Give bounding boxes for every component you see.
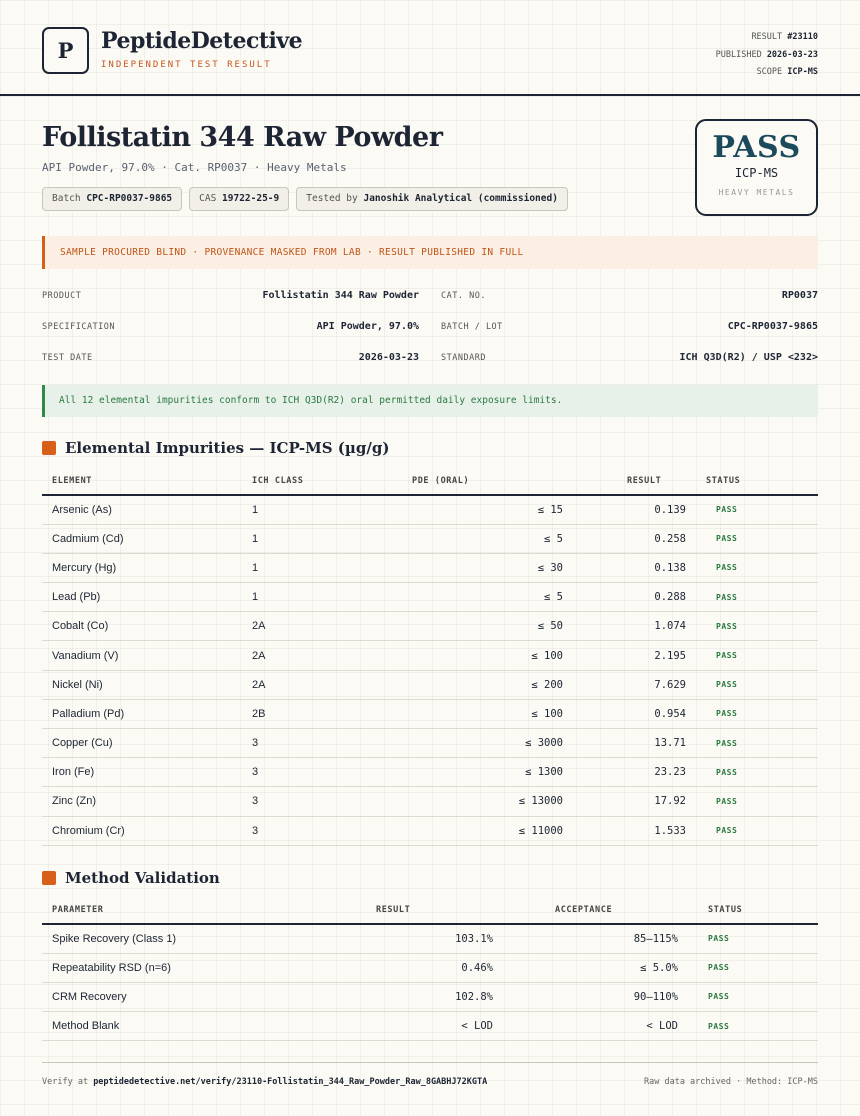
table-row (42, 787, 818, 816)
status-cell: PASS (696, 583, 818, 612)
col-pde: PDE (ORAL) (402, 467, 573, 495)
spec-label: TEST DATE (42, 352, 93, 363)
cas-chip (189, 187, 289, 211)
val-status-cell: PASS (688, 982, 818, 1011)
spec-label: STANDARD (441, 352, 486, 363)
status-cell: PASS (696, 524, 818, 553)
pde-cell: ≤ 3000 (402, 729, 573, 758)
spec-catno (441, 290, 818, 301)
spec-value: API Powder, 97.0% (316, 321, 419, 332)
meta-result-label: RESULT (751, 32, 783, 42)
ich-class-cell: 2B (242, 699, 402, 728)
spec-value: CPC-RP0037-9865 (727, 321, 818, 332)
val-result-cell: 103.1% (366, 924, 503, 953)
col-val-result: RESULT (366, 896, 503, 924)
val-result-cell: 102.8% (366, 982, 503, 1011)
validation-body (42, 924, 818, 1041)
pde-cell: ≤ 5 (402, 583, 573, 612)
spec-label: BATCH / LOT (441, 321, 503, 332)
table-row (42, 524, 818, 553)
val-status-cell: PASS (688, 1012, 818, 1041)
element-cell: Zinc (Zn) (42, 787, 242, 816)
result-cell: 0.138 (573, 553, 696, 582)
table-row (42, 612, 818, 641)
meta-published-label: PUBLISHED (715, 49, 762, 60)
parameter-cell: Spike Recovery (Class 1) (42, 924, 366, 953)
col-element: ELEMENT (42, 467, 242, 495)
element-cell: Iron (Fe) (42, 758, 242, 787)
table-row (42, 553, 818, 582)
spec-label: SPECIFICATION (42, 321, 116, 332)
pde-cell: ≤ 30 (402, 553, 573, 582)
spec-row (42, 311, 818, 342)
result-meta (716, 29, 818, 82)
pde-cell: ≤ 100 (402, 641, 573, 670)
spec-row (42, 342, 818, 373)
status-cell: PASS (696, 612, 818, 641)
status-cell: PASS (696, 699, 818, 728)
result-cell: 0.954 (573, 699, 696, 728)
impurities-body (42, 495, 818, 845)
tested-by-label: Tested by (306, 193, 358, 204)
val-status-cell: PASS (688, 953, 818, 982)
element-cell: Palladium (Pd) (42, 699, 242, 728)
spec-value: 2026-03-23 (358, 352, 419, 363)
meta-published-value: 2026-03-23 (766, 49, 818, 60)
val-status-cell: PASS (688, 924, 818, 953)
verify-link[interactable]: peptidedetective.net/verify/23110-Follistatin_344_Raw_Powder_Raw_8GABHJ72KGTA (93, 1077, 488, 1087)
section-marker-icon (42, 441, 56, 455)
element-cell: Arsenic (As) (42, 495, 242, 524)
pde-cell: ≤ 11000 (402, 816, 573, 845)
result-cell: 7.629 (573, 670, 696, 699)
status-cell: PASS (696, 729, 818, 758)
status-cell: PASS (696, 816, 818, 845)
product-title: Follistatin 344 Raw Powder (42, 122, 443, 153)
ich-class-cell: 2A (242, 641, 402, 670)
element-cell: Cobalt (Co) (42, 612, 242, 641)
batch-chip-value: CPC-RP0037-9865 (86, 193, 173, 204)
parameter-cell: Method Blank (42, 1012, 366, 1041)
result-cell: 2.195 (573, 641, 696, 670)
batch-chip (42, 187, 182, 211)
spec-value: Follistatin 344 Raw Powder (262, 290, 419, 301)
pde-cell: ≤ 50 (402, 612, 573, 641)
validation-title: Method Validation (65, 869, 220, 887)
meta-published (716, 47, 818, 65)
table-row (42, 924, 818, 953)
procurement-notice: SAMPLE PROCURED BLIND · PROVENANCE MASKED FROM LAB · RESULT PUBLISHED IN FULL (42, 236, 818, 269)
spec-test-date (42, 352, 419, 363)
cas-chip-label: CAS (199, 193, 217, 204)
meta-result-value: #23110 (787, 32, 818, 42)
chip-row (42, 187, 568, 211)
result-cell: 17.92 (573, 787, 696, 816)
section-marker-icon (42, 871, 56, 885)
table-row (42, 982, 818, 1011)
spec-label: CAT. NO. (441, 290, 486, 301)
status-cell: PASS (696, 670, 818, 699)
spec-standard (441, 352, 818, 363)
brand-name: PeptideDetective (101, 28, 303, 54)
brand-logo: P (42, 27, 89, 74)
element-cell: Vanadium (V) (42, 641, 242, 670)
product-subtitle: API Powder, 97.0% · Cat. RP0037 · Heavy Metals (42, 161, 347, 174)
meta-scope-value: ICP-MS (787, 67, 818, 77)
table-row (42, 495, 818, 524)
element-cell: Cadmium (Cd) (42, 524, 242, 553)
pde-cell: ≤ 15 (402, 495, 573, 524)
col-parameter: PARAMETER (42, 896, 366, 924)
result-cell: 0.139 (573, 495, 696, 524)
element-cell: Nickel (Ni) (42, 670, 242, 699)
meta-scope-label: SCOPE (756, 67, 783, 77)
col-status: STATUS (696, 467, 818, 495)
ich-class-cell: 1 (242, 495, 402, 524)
acceptance-cell: 85–115% (503, 924, 688, 953)
element-cell: Mercury (Hg) (42, 553, 242, 582)
impurities-header-row (42, 467, 818, 495)
table-row (42, 816, 818, 845)
acceptance-cell: < LOD (503, 1012, 688, 1041)
conformance-note: All 12 elemental impurities conform to ICH Q3D(R2) oral permitted daily exposure limits. (42, 385, 818, 417)
val-result-cell: 0.46% (366, 953, 503, 982)
spec-value: ICH Q3D(R2) / USP <232> (679, 352, 818, 363)
table-row (42, 953, 818, 982)
parameter-cell: Repeatability RSD (n=6) (42, 953, 366, 982)
status-cell: PASS (696, 787, 818, 816)
parameter-cell: CRM Recovery (42, 982, 366, 1011)
impurities-title: Elemental Impurities — ICP-MS (µg/g) (65, 439, 390, 457)
col-acceptance: ACCEPTANCE (503, 896, 688, 924)
ich-class-cell: 1 (242, 553, 402, 582)
pde-cell: ≤ 200 (402, 670, 573, 699)
pass-method: ICP-MS (734, 166, 779, 180)
table-row (42, 758, 818, 787)
val-result-cell: < LOD (366, 1012, 503, 1041)
status-cell: PASS (696, 758, 818, 787)
archive-note: Raw data archived · Method: ICP-MS (644, 1077, 818, 1087)
spec-batch (441, 321, 818, 332)
table-row (42, 641, 818, 670)
col-val-status: STATUS (688, 896, 818, 924)
impurities-table (42, 467, 818, 846)
ich-class-cell: 3 (242, 787, 402, 816)
element-cell: Lead (Pb) (42, 583, 242, 612)
result-cell: 13.71 (573, 729, 696, 758)
ich-class-cell: 3 (242, 729, 402, 758)
impurities-section-title (42, 439, 389, 457)
verify-note (42, 1077, 487, 1087)
ich-class-cell: 3 (242, 758, 402, 787)
status-cell: PASS (696, 641, 818, 670)
status-cell: PASS (696, 495, 818, 524)
pde-cell: ≤ 1300 (402, 758, 573, 787)
pde-cell: ≤ 5 (402, 524, 573, 553)
result-cell: 1.533 (573, 816, 696, 845)
pass-scope: HEAVY METALS (718, 188, 795, 197)
result-cell: 0.288 (573, 583, 696, 612)
footer-divider (42, 1062, 818, 1063)
result-cell: 23.23 (573, 758, 696, 787)
ich-class-cell: 1 (242, 583, 402, 612)
table-row (42, 583, 818, 612)
result-cell: 0.258 (573, 524, 696, 553)
element-cell: Copper (Cu) (42, 729, 242, 758)
col-ich-class: ICH CLASS (242, 467, 402, 495)
batch-chip-label: Batch (52, 193, 81, 204)
pde-cell: ≤ 13000 (402, 787, 573, 816)
ich-class-cell: 2A (242, 670, 402, 699)
spec-grid (42, 280, 818, 373)
spec-row (42, 280, 818, 311)
cas-chip-value: 19722-25-9 (222, 193, 280, 204)
meta-result (716, 29, 818, 47)
spec-product (42, 290, 419, 301)
table-row (42, 1012, 818, 1041)
brand-tagline: INDEPENDENT TEST RESULT (101, 60, 272, 70)
acceptance-cell: ≤ 5.0% (503, 953, 688, 982)
tested-by-value: Janoshik Analytical (commissioned) (363, 193, 558, 204)
pde-cell: ≤ 100 (402, 699, 573, 728)
report-header (0, 0, 860, 96)
acceptance-cell: 90–110% (503, 982, 688, 1011)
ich-class-cell: 1 (242, 524, 402, 553)
col-result: RESULT (573, 467, 696, 495)
ich-class-cell: 3 (242, 816, 402, 845)
validation-header-row (42, 896, 818, 924)
result-cell: 1.074 (573, 612, 696, 641)
ich-class-cell: 2A (242, 612, 402, 641)
spec-label: PRODUCT (42, 290, 82, 301)
meta-scope (716, 64, 818, 82)
spec-value: RP0037 (781, 290, 818, 301)
pass-badge (695, 119, 818, 216)
validation-table (42, 896, 818, 1041)
verify-prefix: Verify at (42, 1077, 89, 1087)
validation-section-title (42, 869, 220, 887)
pass-verdict: PASS (712, 130, 801, 165)
spec-specification (42, 321, 419, 332)
element-cell: Chromium (Cr) (42, 816, 242, 845)
status-cell: PASS (696, 553, 818, 582)
table-row (42, 729, 818, 758)
table-row (42, 699, 818, 728)
tested-by-chip (296, 187, 568, 211)
table-row (42, 670, 818, 699)
